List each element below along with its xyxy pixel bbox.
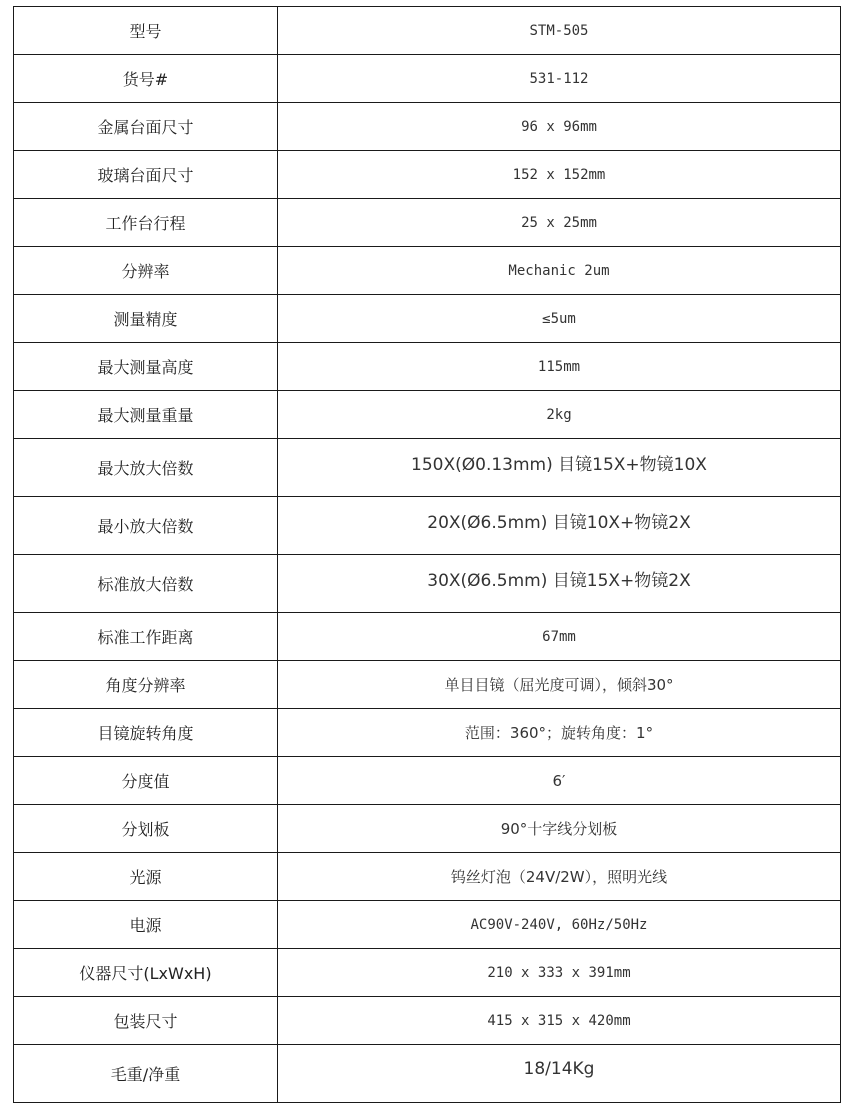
spec-label-stage-travel: 工作台行程 xyxy=(14,199,278,247)
spec-value-max-height: 115mm xyxy=(278,343,841,391)
table-row xyxy=(14,555,841,613)
spec-label-std-magnification: 标准放大倍数 xyxy=(14,555,278,613)
spec-table xyxy=(13,6,841,1103)
table-row xyxy=(14,997,841,1045)
table-row xyxy=(14,103,841,151)
spec-value-max-weight: 2kg xyxy=(278,391,841,439)
spec-label-light-source: 光源 xyxy=(14,853,278,901)
spec-label-accuracy: 测量精度 xyxy=(14,295,278,343)
spec-value-min-magnification: 20X(Ø6.5mm) 目镜10X+物镜2X xyxy=(278,497,841,555)
spec-value-angle-resolution: 单目目镜（屈光度可调），倾斜30° xyxy=(278,661,841,709)
spec-label-eyepiece-rotation: 目镜旋转角度 xyxy=(14,709,278,757)
spec-label-resolution: 分辨率 xyxy=(14,247,278,295)
table-row xyxy=(14,1045,841,1103)
table-row xyxy=(14,55,841,103)
table-row xyxy=(14,853,841,901)
spec-value-max-magnification: 150X(Ø0.13mm) 目镜15X+物镜10X xyxy=(278,439,841,497)
spec-value-working-distance: 67mm xyxy=(278,613,841,661)
table-row xyxy=(14,757,841,805)
spec-value-instrument-size: 210 x 333 x 391mm xyxy=(278,949,841,997)
spec-label-angle-resolution: 角度分辨率 xyxy=(14,661,278,709)
spec-label-max-magnification: 最大放大倍数 xyxy=(14,439,278,497)
spec-label-reticle: 分划板 xyxy=(14,805,278,853)
table-row xyxy=(14,439,841,497)
table-row xyxy=(14,199,841,247)
spec-label-weight: 毛重/净重 xyxy=(14,1045,278,1103)
table-row xyxy=(14,151,841,199)
spec-value-metal-stage-size: 96 x 96mm xyxy=(278,103,841,151)
table-row xyxy=(14,613,841,661)
table-row xyxy=(14,901,841,949)
spec-label-division-value: 分度值 xyxy=(14,757,278,805)
spec-value-light-source: 钨丝灯泡（24V/2W），照明光线 xyxy=(278,853,841,901)
table-row xyxy=(14,949,841,997)
spec-label-power: 电源 xyxy=(14,901,278,949)
table-row xyxy=(14,343,841,391)
spec-value-reticle: 90°十字线分划板 xyxy=(278,805,841,853)
spec-value-item-number: 531-112 xyxy=(278,55,841,103)
table-row xyxy=(14,247,841,295)
table-row xyxy=(14,7,841,55)
spec-label-min-magnification: 最小放大倍数 xyxy=(14,497,278,555)
spec-value-power: AC90V-240V, 60Hz/50Hz xyxy=(278,901,841,949)
table-row xyxy=(14,661,841,709)
spec-label-model: 型号 xyxy=(14,7,278,55)
spec-label-metal-stage-size: 金属台面尺寸 xyxy=(14,103,278,151)
spec-label-working-distance: 标准工作距离 xyxy=(14,613,278,661)
spec-label-item-number: 货号# xyxy=(14,55,278,103)
table-row xyxy=(14,805,841,853)
spec-label-instrument-size: 仪器尺寸(LxWxH) xyxy=(14,949,278,997)
spec-value-weight: 18/14Kg xyxy=(278,1045,841,1103)
table-row xyxy=(14,391,841,439)
table-row xyxy=(14,295,841,343)
spec-label-glass-stage-size: 玻璃台面尺寸 xyxy=(14,151,278,199)
spec-label-package-size: 包装尺寸 xyxy=(14,997,278,1045)
table-row xyxy=(14,497,841,555)
spec-value-eyepiece-rotation: 范围：360°；旋转角度：1° xyxy=(278,709,841,757)
spec-value-division-value: 6′ xyxy=(278,757,841,805)
spec-label-max-height: 最大测量高度 xyxy=(14,343,278,391)
spec-value-resolution: Mechanic 2um xyxy=(278,247,841,295)
spec-value-std-magnification: 30X(Ø6.5mm) 目镜15X+物镜2X xyxy=(278,555,841,613)
spec-value-glass-stage-size: 152 x 152mm xyxy=(278,151,841,199)
spec-label-max-weight: 最大测量重量 xyxy=(14,391,278,439)
spec-value-accuracy: ≤5um xyxy=(278,295,841,343)
table-row xyxy=(14,709,841,757)
spec-value-package-size: 415 x 315 x 420mm xyxy=(278,997,841,1045)
spec-value-stage-travel: 25 x 25mm xyxy=(278,199,841,247)
spec-value-model: STM-505 xyxy=(278,7,841,55)
